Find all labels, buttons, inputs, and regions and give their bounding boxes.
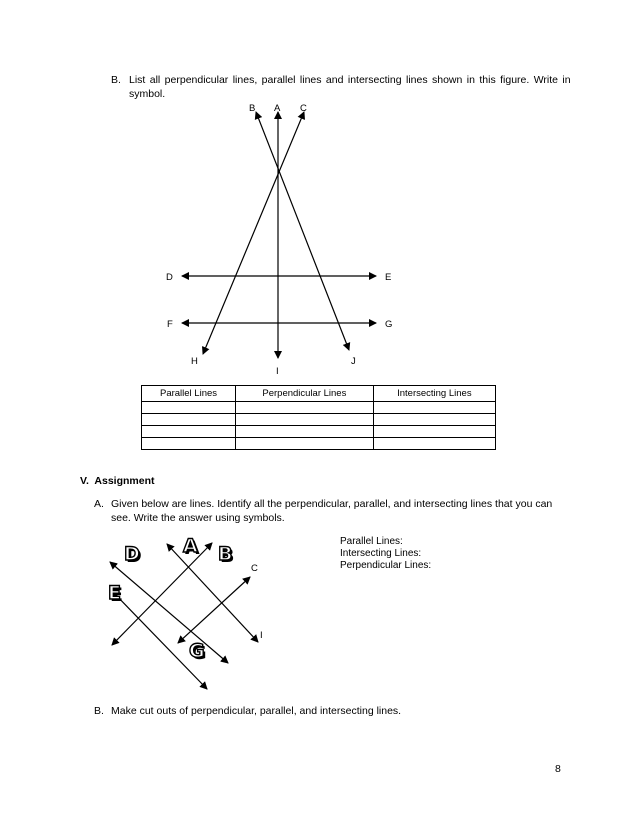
fig2-label-b: B xyxy=(218,543,233,565)
part-b-letter: B. xyxy=(111,74,121,86)
label-c: C xyxy=(300,103,307,114)
item-b-letter: B. xyxy=(94,705,104,717)
fig2-label-d: D xyxy=(124,543,140,565)
part-b-instruction-line2: symbol. xyxy=(129,88,166,100)
fig2-label-c: C xyxy=(251,563,258,574)
fig2-label-g: G xyxy=(189,640,205,662)
label-i: I xyxy=(276,366,279,377)
fig2-label-i: I xyxy=(260,630,263,641)
label-g: G xyxy=(385,319,393,330)
line-ai xyxy=(167,544,258,642)
part-b-instruction-line1: List all perpendicular lines, parallel lines and intersecting lines shown in this figure. Write in xyxy=(129,74,571,86)
header-parallel: Parallel Lines xyxy=(142,386,236,402)
label-f: F xyxy=(167,319,173,330)
answer-parallel-label: Parallel Lines: xyxy=(340,536,403,547)
item-a-letter: A. xyxy=(94,498,104,510)
item-a-instruction-line1: Given below are lines. Identify all the perpendicular, parallel, and intersecting lines that you can xyxy=(111,498,553,510)
line-d xyxy=(110,562,228,663)
header-perpendicular: Perpendicular Lines xyxy=(236,386,374,402)
label-b: B xyxy=(249,103,256,114)
line-c xyxy=(178,577,250,643)
label-h: H xyxy=(191,356,198,367)
label-d: D xyxy=(166,272,173,283)
page-number: 8 xyxy=(555,763,561,775)
answer-intersecting-label: Intersecting Lines: xyxy=(340,548,422,559)
header-intersecting: Intersecting Lines xyxy=(373,386,495,402)
fig2-label-e: E xyxy=(108,582,121,604)
item-a-instruction-line2: see. Write the answer using symbols. xyxy=(111,512,285,524)
label-a: A xyxy=(274,103,281,114)
section-v-heading: V. Assignment xyxy=(80,475,155,487)
answer-perpendicular-label: Perpendicular Lines: xyxy=(340,560,432,571)
label-e: E xyxy=(385,272,392,283)
item-b-instruction: Make cut outs of perpendicular, parallel, and intersecting lines. xyxy=(111,705,402,717)
fig2-label-a: A xyxy=(183,535,198,557)
label-j: J xyxy=(351,356,356,367)
